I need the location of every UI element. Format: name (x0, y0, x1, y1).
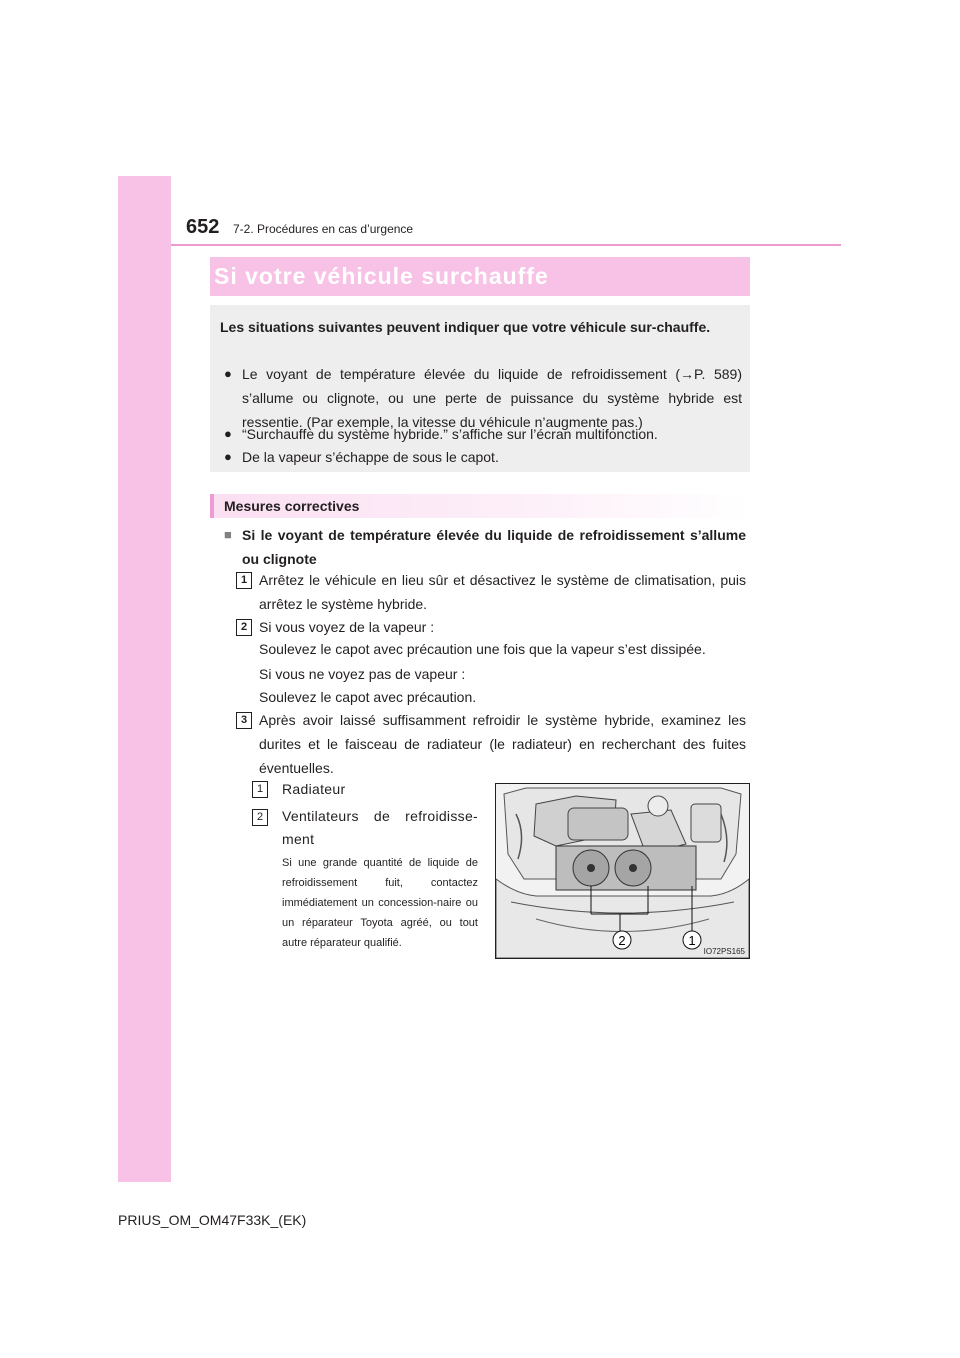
subsection-bar (210, 494, 750, 518)
intro-lead: Les situations suivantes peuvent indiquer que votre véhicule sur-chauffe. (220, 319, 711, 335)
figure-code: IO72PS165 (703, 947, 745, 956)
step-3-text: Après avoir laissé suffisamment refroidir le système hybride, examinez les durites et le faisceau de radiateur (le radiateur) en recherchant des fuites éventuelles. (259, 712, 746, 776)
footer-doc-code: PRIUS_OM_OM47F33K_(EK) (118, 1212, 307, 1228)
header-divider (171, 244, 841, 246)
bullet-icon: ● (224, 449, 232, 464)
step-1-text: Arrêtez le véhicule en lieu sûr et désactivez le système de climatisation, puis arrêtez le système hybride. (259, 572, 746, 612)
intro-bullet (224, 422, 742, 446)
case-heading-text: Si le voyant de température élevée du liquide de refroidissement s’allume ou clignote (242, 527, 746, 567)
legend-label-fans: Ventilateurs de refroidisse-ment (282, 808, 478, 847)
step-2-line-d: Soulevez le capot avec précaution. (259, 689, 477, 705)
bullet-text: De la vapeur s’échappe de sous le capot. (242, 449, 499, 465)
legend-number-1: 1 (252, 781, 268, 798)
bullet-text: Le voyant de température élevée du liquide de refroidissement (→P. 589) s’allume ou clignote, ou une perte de puissance du système hybride est ressentie. (Par exemple, la vitesse du véhicule n’augmente pas.) (242, 366, 742, 430)
callout-1-label: 1 (688, 933, 696, 948)
square-bullet-icon: ■ (224, 527, 232, 542)
step-number-3: 3 (236, 712, 252, 729)
bullet-icon: ● (224, 366, 232, 381)
warning-note: Si une grande quantité de liquide de refroidissement fuit, contactez immédiatement un concession-naire ou un réparateur Toyota agréé, ou tout autre réparateur qualifié. (282, 857, 478, 949)
page-number: 652 (186, 216, 220, 238)
bullet-text: “Surchauffe du système hybride.” s’affiche sur l’écran multifonction. (242, 426, 658, 442)
legend-label-radiator: Radiateur (282, 781, 346, 797)
legend-number-2: 2 (252, 809, 268, 826)
bullet-icon: ● (224, 426, 232, 441)
subsection-title: Mesures correctives (224, 498, 360, 514)
step-2-line-b: Soulevez le capot avec précaution une fois que la vapeur s’est dissipée. (259, 641, 706, 657)
step-number-2: 2 (236, 619, 252, 636)
chapter-sidebar-tab (118, 176, 171, 1182)
case-heading (224, 523, 746, 571)
step-2-line-c: Si vous ne voyez pas de vapeur : (259, 666, 466, 682)
intro-bullet (224, 445, 742, 469)
page-title: Si votre véhicule surchauffe (214, 263, 549, 289)
intro-box (210, 305, 750, 472)
page-title-bar (210, 257, 750, 296)
engine-bay-drawing (496, 784, 749, 958)
step-2-line-a: Si vous voyez de la vapeur : (259, 619, 435, 635)
section-reference: 7-2. Procédures en cas d’urgence (233, 222, 414, 236)
step-number-1: 1 (236, 572, 252, 589)
engine-bay-illustration (495, 783, 750, 959)
callout-2-label: 2 (618, 933, 626, 948)
